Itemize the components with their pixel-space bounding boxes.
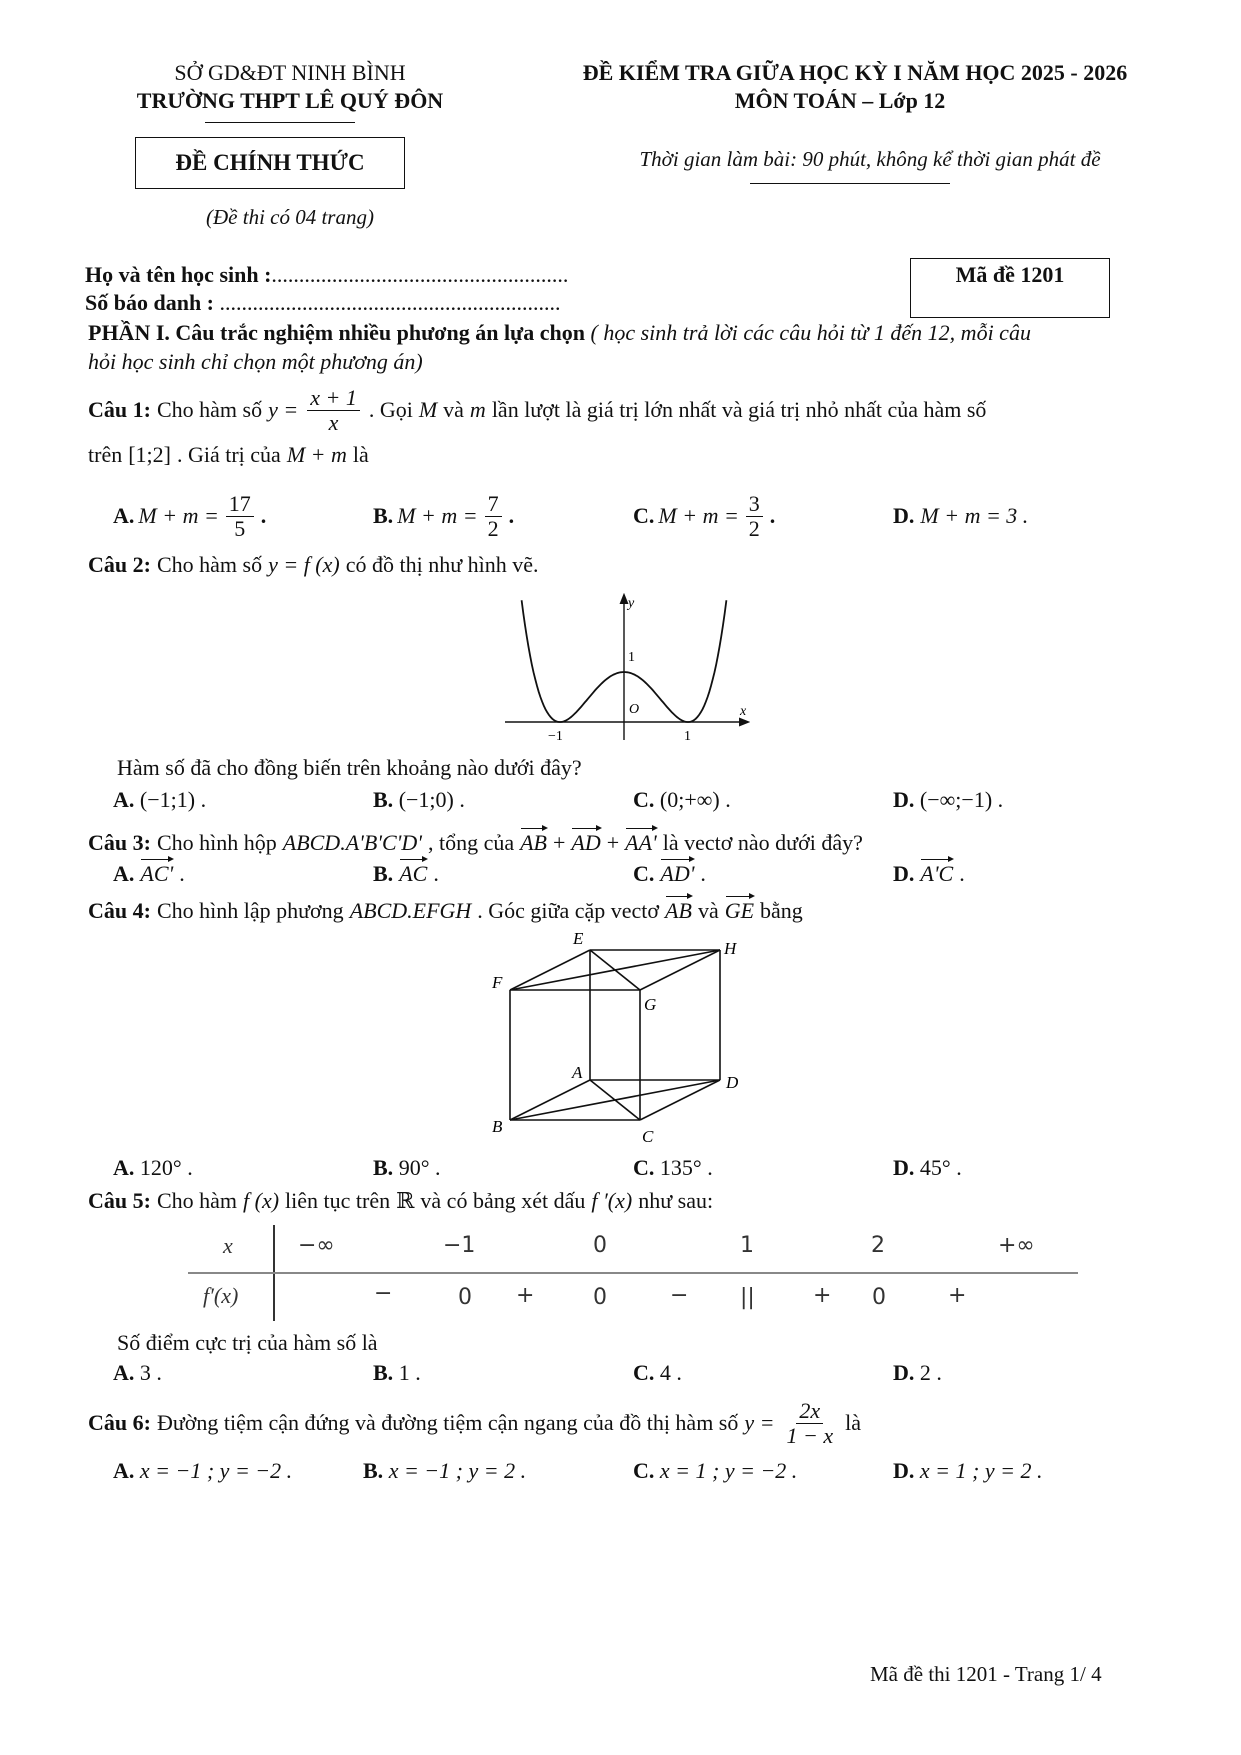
vertex-b: B [492,1117,503,1136]
q5-option-a-text: 3 . [139,1360,162,1385]
q1-option-b-frac [485,492,502,539]
q5-options [0,1360,1241,1390]
q4-option-a-text: 120° . [139,1155,193,1180]
q2-option-b-text: (−1;0) . [398,787,465,812]
q6-option-b-label: B. [363,1458,384,1483]
q5-x-label: x [223,1233,233,1258]
part1-title: PHẦN I. Câu trắc nghiệm nhiều phương án lựa chọn [88,320,585,345]
page-footer: Mã đề thi 1201 - Trang 1/ 4 [870,1662,1102,1686]
q5-real-set: ℝ [396,1188,415,1213]
q1-option-a-num: 17 [226,492,254,516]
question-1-cont [88,442,369,468]
q2-text2: có đồ thị như hình vẽ. [345,552,539,577]
exam-time: Thời gian làm bài: 90 phút, không kể thời gian phát đề [639,147,1101,171]
q1-option-b-den: 2 [487,515,499,541]
vertex-a: A [572,1063,583,1082]
q1-text: Cho hàm số [156,397,263,422]
q6-option-d-label: D. [893,1458,915,1483]
exam-code: Mã đề 1201 [955,262,1065,287]
q1-y: y = [268,397,299,422]
q5-fprime-label: f′(x) [203,1283,239,1308]
vertex-c: C [642,1127,654,1146]
q4-option-b-label: B. [373,1155,394,1180]
q6-y: y = [744,1410,775,1435]
q3-text3: là vectơ nào dưới đây? [662,830,863,855]
q4-cube: ABCD.EFGH [349,898,472,923]
q3-option-a-end: . [179,861,185,886]
q3-vec-ab: AB [520,826,547,856]
q2-option-c-label: C. [633,787,655,812]
q4-vec-ab: AB [665,894,692,924]
part1-note: ( học sinh trả lời các câu hỏi từ 1 đến 12, mỗi câu [590,320,1031,345]
q5-sign-2: + [516,1283,535,1308]
q1-text3: và [443,397,464,422]
q4-text4: bằng [760,898,803,923]
q5-option-c-label: C. [633,1360,655,1385]
q1-interval: [1;2] [128,442,171,467]
q1-option-d-text: M + m = 3 . [920,503,1029,528]
q2-option-b[interactable] [373,787,465,813]
q5-option-d-text: 2 . [919,1360,942,1385]
q6-num: 2x [796,1399,823,1423]
q6-den: 1 − x [786,1422,834,1448]
vertex-h: H [724,939,737,958]
q1-text6: . Giá trị của [176,442,281,467]
q3-option-c-label: C. [633,861,655,886]
q6-option-a-label: A. [113,1458,135,1483]
q1-fraction [307,386,360,433]
q1-option-b-num: 7 [485,492,502,516]
q6-option-b-text: x = −1 ; y = 2 . [388,1458,527,1483]
q1-den: x [328,409,339,435]
q2-label: Câu 2: [88,552,151,577]
q1-option-a-den: 5 [234,515,246,541]
q6-option-c[interactable] [633,1458,797,1484]
student-id-row [85,290,561,316]
q5-text4: như sau: [638,1188,714,1213]
q5-zero-2: 0 [593,1285,607,1310]
q2-fx: y = f (x) [268,552,340,577]
q2-option-b-label: B. [373,787,394,812]
q4-option-d-text: 45° . [919,1155,962,1180]
q2-option-d-label: D. [893,787,915,812]
q6-text2: là [845,1410,862,1435]
q1-option-d-label: D. [893,503,915,528]
school-underline [205,122,355,123]
q3-option-d-label: D. [893,861,915,886]
q1-text2: . Gọi [368,397,413,422]
q3-option-a-label: A. [113,861,135,886]
student-name-field[interactable]: ...................................................... [271,262,569,287]
time-underline [750,183,950,184]
q5-option-c[interactable] [633,1360,682,1386]
q2-function-graph [500,585,755,745]
exam-title: ĐỀ KIỂM TRA GIỮA HỌC KỲ I NĂM HỌC 2025 - 2026 [582,60,1128,85]
q6-option-c-text: x = 1 ; y = −2 . [659,1458,798,1483]
q2-option-d-text: (−∞;−1) . [919,787,1004,812]
q5-sign-1: − [374,1281,393,1306]
q1-m: m [469,397,486,422]
student-id-field[interactable]: .............................................................. [219,290,561,315]
q1-options [0,486,1241,546]
q2-x-label: x [740,704,747,719]
part1-heading [88,320,1168,346]
q3-option-b[interactable] [373,857,439,887]
q5-option-c-text: 4 . [659,1360,682,1385]
q1-option-d[interactable] [893,486,1028,546]
q5-option-a-label: A. [113,1360,135,1385]
q5-x-0: 0 [593,1233,607,1258]
q4-option-c-label: C. [633,1155,655,1180]
q1-option-b-end: . [508,503,515,528]
official-badge: ĐỀ CHÍNH THỨC [135,137,405,189]
q5-option-a[interactable] [113,1360,162,1386]
q4-text2: . Góc giữa cặp vectơ [477,898,660,923]
q3-box: ABCD.A'B'C'D' [282,830,422,855]
q5-x-pos-inf: +∞ [998,1233,1035,1258]
q1-option-c-lhs: M + m = [658,503,739,528]
q6-text1: Đường tiệm cận đứng và đường tiệm cận ngang của đồ thị hàm số [156,1410,739,1435]
q5-double-bar: || [740,1285,755,1310]
q5-text3: và có bảng xét dấu [420,1188,586,1213]
q2-tick-y1: 1 [628,650,635,665]
q3-vec-aa: AA' [625,826,657,856]
q4-option-a-label: A. [113,1155,135,1180]
q6-fraction [784,1399,837,1446]
q2-options [0,787,1241,817]
q3-option-c[interactable] [633,857,706,887]
q1-option-a[interactable] [113,486,266,546]
q3-option-b-end: . [433,861,439,886]
q4-option-c[interactable] [633,1155,713,1181]
q5-zero-1: 0 [458,1285,472,1310]
q6-option-d-text: x = 1 ; y = 2 . [919,1458,1043,1483]
q1-option-b[interactable] [373,486,514,546]
q5-label: Câu 5: [88,1188,151,1213]
department: SỞ GD&ĐT NINH BÌNH [174,60,406,85]
q4-options [0,1155,1241,1185]
part1-note-cont: hỏi học sinh chỉ chọn một phương án) [88,349,423,374]
q3-plus-1: + [553,830,566,855]
q1-option-c-end: . [769,503,776,528]
q1-option-c-den: 2 [748,515,760,541]
q4-label: Câu 4: [88,898,151,923]
student-name-label: Họ và tên học sinh : [85,262,272,287]
vertex-e: E [573,930,584,948]
q2-option-d[interactable] [893,787,1003,813]
q1-option-c-label: C. [633,503,655,528]
q6-options [0,1458,1241,1488]
q3-text1: Cho hình hộp [156,830,277,855]
q6-option-b[interactable] [363,1458,526,1484]
q1-num: x + 1 [307,386,360,410]
q5-option-d[interactable] [893,1360,942,1386]
q2-option-a[interactable] [113,787,206,813]
q4-option-b[interactable] [373,1155,441,1181]
q5-zero-3: 0 [872,1285,886,1310]
q2-option-a-label: A. [113,787,135,812]
q4-text1: Cho hình lập phương [156,898,344,923]
q5-question: Số điểm cực trị của hàm số là [117,1330,378,1355]
q1-option-b-label: B. [373,503,394,528]
question-2 [88,552,539,578]
q4-vec-ge: GE [725,894,754,924]
q3-vec-ad: AD [571,826,600,856]
q4-option-b-text: 90° . [398,1155,441,1180]
pages-note: (Đề thi có 04 trang) [206,205,374,229]
q1-option-a-frac [226,492,254,539]
q5-sign-5: + [948,1283,967,1308]
q3-option-b-vec: AC [399,857,427,887]
q3-option-d-vec: A'C [920,857,953,887]
student-name-row [85,262,568,288]
q3-options [0,857,1241,889]
q5-x-neg1: −1 [443,1233,476,1258]
vertex-g: G [644,995,657,1014]
q1-label: Câu 1: [88,397,151,422]
school-name: TRƯỜNG THPT LÊ QUÝ ĐÔN [136,88,444,113]
q1-expr: M + m [286,442,347,467]
q4-option-d[interactable] [893,1155,962,1181]
q6-option-a-text: x = −1 ; y = −2 . [139,1458,293,1483]
q3-option-c-vec: AD' [660,857,694,887]
q1-text4: lần lượt là giá trị lớn nhất và giá trị nhỏ nhất của hàm số [491,397,987,422]
q1-option-c[interactable] [633,486,775,546]
q2-option-a-text: (−1;1) . [139,787,207,812]
q1-M: M [418,397,438,422]
q5-option-b[interactable] [373,1360,421,1386]
q1-option-b-lhs: M + m = [397,503,478,528]
q2-origin-label: O [629,702,640,717]
q2-tick-xpos: 1 [684,729,691,744]
q6-label: Câu 6: [88,1410,151,1435]
q3-option-d-end: . [959,861,965,886]
q1-option-c-frac [746,492,763,539]
q2-tick-xneg: −1 [548,729,563,744]
q5-table-hline [188,1272,1078,1274]
q4-cube-figure [490,930,760,1155]
q4-text3: và [697,898,719,923]
q3-option-b-label: B. [373,861,394,886]
q1-option-a-label: A. [113,503,135,528]
exam-code-box [910,258,1110,318]
q5-option-b-label: B. [373,1360,394,1385]
vertex-f: F [492,973,503,992]
q5-option-b-text: 1 . [398,1360,421,1385]
q3-option-a-vec: AC' [140,857,173,887]
q2-option-c[interactable] [633,787,731,813]
q6-option-a[interactable] [113,1458,292,1484]
q2-option-c-text: (0;+∞) . [659,787,731,812]
q6-option-d[interactable] [893,1458,1042,1484]
student-id-label: Số báo danh : [85,290,215,315]
question-5 [88,1188,713,1214]
q3-text2: , tổng của [427,830,515,855]
q2-y-label: y [628,596,635,611]
q3-label: Câu 3: [88,830,151,855]
q5-text1: Cho hàm [156,1188,238,1213]
q5-x-neg-inf: −∞ [298,1233,335,1258]
question-3 [88,826,863,856]
q5-sign-4: + [813,1283,832,1308]
q4-option-c-text: 135° . [659,1155,713,1180]
question-4 [88,894,803,924]
q4-option-a[interactable] [113,1155,193,1181]
subject: MÔN TOÁN – Lớp 12 [734,88,946,113]
q2-text1: Cho hàm số [156,552,263,577]
q5-fpx: f ′(x) [591,1188,633,1213]
q1-option-a-lhs: M + m = [138,503,219,528]
q3-plus-2: + [606,830,620,855]
q1-option-c-num: 3 [746,492,763,516]
q5-sign-3: − [670,1283,689,1308]
q5-x-1: 1 [740,1233,754,1258]
question-6 [88,1393,861,1453]
q5-x-2: 2 [871,1233,885,1258]
q3-option-c-end: . [700,861,706,886]
q3-option-a[interactable] [113,857,185,887]
q5-text2: liên tục trên [285,1188,391,1213]
q6-option-c-label: C. [633,1458,655,1483]
vertex-d: D [726,1073,739,1092]
q5-fx: f (x) [243,1188,280,1213]
q5-option-d-label: D. [893,1360,915,1385]
q2-question: Hàm số đã cho đồng biến trên khoảng nào dưới đây? [117,755,582,780]
q5-sign-table [188,1225,1078,1321]
q1-text5: trên [88,442,123,467]
question-1 [88,380,986,440]
q1-text7: là [352,442,369,467]
q3-option-d[interactable] [893,857,965,887]
q1-option-a-end: . [260,503,267,528]
q4-option-d-label: D. [893,1155,915,1180]
